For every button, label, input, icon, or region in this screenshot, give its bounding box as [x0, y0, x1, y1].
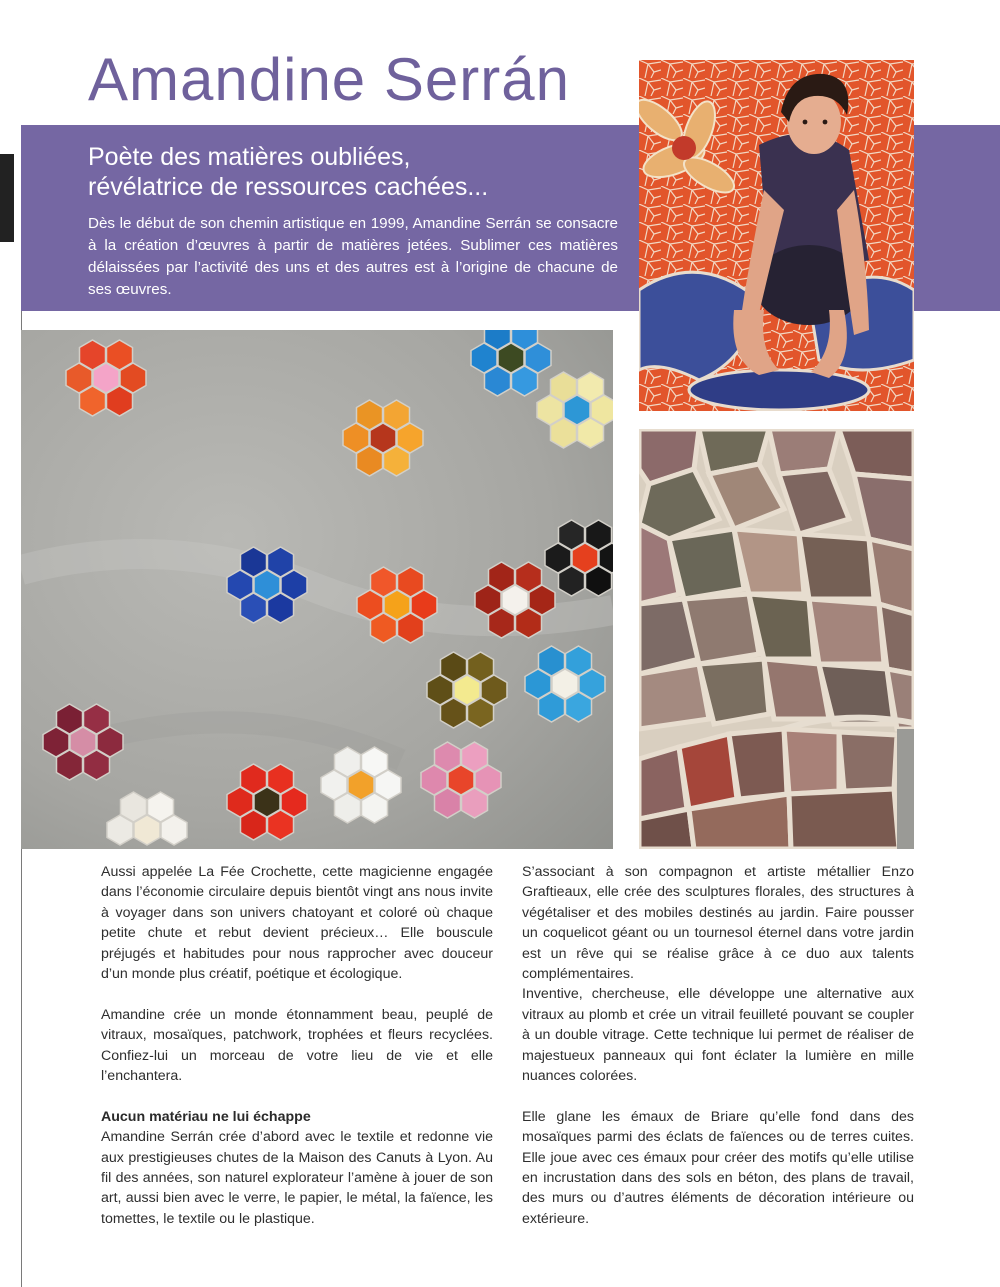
subtitle-line-1: Poète des matières oubliées, [88, 143, 411, 171]
flower-tiles-photo [21, 330, 613, 849]
right-paragraph-2: Inventive, chercheuse, elle développe une alternative aux vitraux au plomb et crée un vitrail feuilleté pouvant se coupler à un double vitrage. Cette technique lui permet de réaliser de majestueux panneaux qui font éclater la lumière en mille nuances colorées. [522, 986, 914, 1085]
left-text-column [101, 862, 493, 1229]
right-paragraph-3: Elle glane les émaux de Briare qu’elle fond dans des mosaïques parmi des éclats de faïences ou de terres cuites. Elle joue avec ces émaux pour créer des motifs qu’elle utilise en incrustation dans des sols en béton, des plans de travail, des murs ou d’autres éléments de décoration intérieure ou extérieure. [522, 1108, 914, 1227]
right-text-column [522, 862, 914, 1229]
subtitle [88, 142, 488, 202]
left-paragraph-3: Amandine Serrán crée d’abord avec le textile et redonne vie aux prestigieuses chutes de la Maison des Canuts à Lyon. Au fil des années, son naturel explorateur l’amène à jouer de son art, aussi bien avec le verre, le papier, le métal, la faïence, les tomettes, le textile ou le plastique. [101, 1129, 493, 1227]
stone-mosaic-photo [639, 429, 914, 849]
section-heading: Aucun matériau ne lui échappe [101, 1108, 311, 1125]
page-edge-tab [0, 154, 14, 242]
intro-paragraph: Dès le début de son chemin artistique en 1999, Amandine Serrán se consacre à la création d’œuvres à partir de matières jetées. Sublimer ces matières délaissées par l’activité des uns et des autres est à l’origine de chacune de ses œuvres. [88, 215, 618, 298]
right-paragraph-1: S’associant à son compagnon et artiste métallier Enzo Graftieaux, elle crée des sculptures florales, des structures à végétaliser et des mobiles destinés au jardin. Faire pousser un coquelicot géant ou un tournesol éternel dans votre jardin est un rêve qui se réalise grâce à ce duo aux talents complémentaires. [522, 864, 914, 983]
artist-portrait-photo [639, 60, 914, 411]
left-paragraph-2: Amandine crée un monde étonnamment beau, peuplé de vitraux, mosaïques, patchwork, trophées et fleurs recyclées. Confiez-lui un morceau de votre lieu de vie et elle l’enchantera. [101, 1006, 493, 1085]
left-paragraph-1: Aussi appelée La Fée Crochette, cette magicienne engagée dans l’économie circulaire depuis bientôt vingt ans nous invite à voyager dans son univers chatoyant et coloré où chaque petite chute et rebut devient précieux… Elle bouscule préjugés et habitudes pour nous rapprocher avec douceur d’un monde plus créatif, poétique et écologique. [101, 864, 493, 983]
subtitle-line-2: révélatrice de ressources cachées... [88, 173, 489, 201]
page-title: Amandine Serrán [88, 46, 570, 113]
